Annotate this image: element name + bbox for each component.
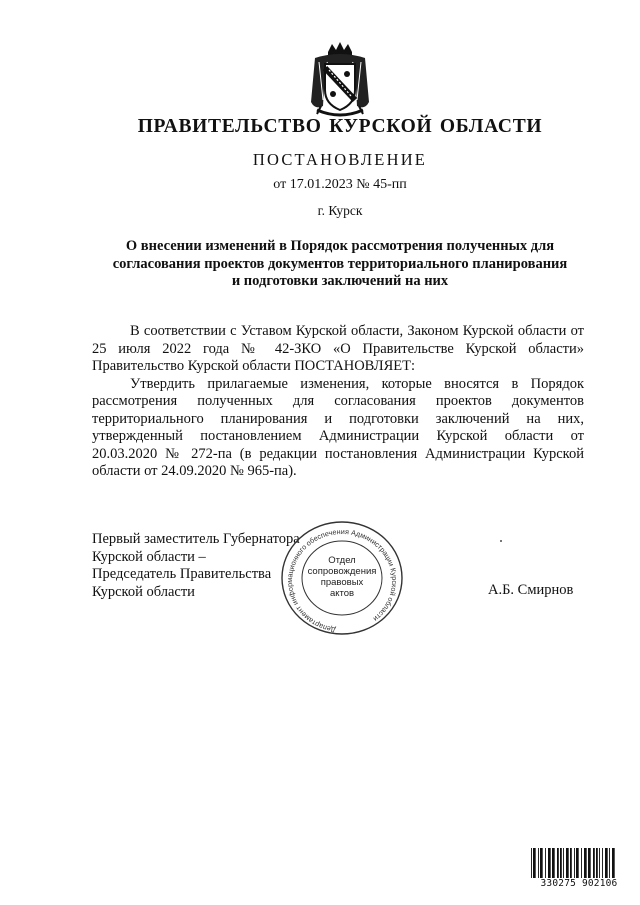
barcode-bar — [548, 848, 551, 878]
barcode-bars — [530, 848, 628, 878]
body-paragraph: В соответствии с Уставом Курской области, Законом Курской области от 25 июля 2022 года № 42-ЗКО «О Правительстве Курской области» Правительство Курской области ПОСТАНОВЛЯЕТ: — [92, 323, 584, 374]
barcode-bar — [540, 848, 543, 878]
signatory-line: Курской области – — [92, 548, 206, 565]
stamp-line: Отдел — [328, 555, 356, 566]
heading-line: О внесении изменений в Порядок рассмотрения полученных для — [125, 238, 555, 254]
barcode-bar — [570, 848, 572, 878]
barcode-bar — [588, 848, 591, 878]
barcode-bar — [566, 848, 569, 878]
barcode — [530, 848, 628, 892]
barcode-bar — [596, 848, 598, 878]
barcode-bar — [538, 848, 539, 878]
official-stamp — [278, 518, 406, 638]
document-heading — [92, 238, 588, 291]
barcode-bar — [612, 848, 615, 878]
barcode-bar — [531, 848, 532, 878]
barcode-bar — [599, 848, 600, 878]
heading-line: и подготовки заключений на них — [231, 273, 449, 289]
barcode-bar — [545, 848, 546, 878]
signatory-line: Первый заместитель Губернатора — [92, 531, 300, 547]
stamp-line: актов — [329, 588, 355, 599]
signatory-line: Курской области — [92, 583, 195, 600]
government-title: ПРАВИТЕЛЬСТВО КУРСКОЙ ОБЛАСТИ — [137, 116, 543, 137]
signatory-line: Председатель Правительства — [92, 566, 272, 582]
barcode-bar — [576, 848, 579, 878]
document-date-number: от 17.01.2023 № 45-пп — [273, 177, 407, 192]
barcode-bar — [560, 848, 562, 878]
stamp-line: сопровождения — [307, 566, 377, 577]
signatory-name: А.Б. Смирнов — [488, 582, 574, 598]
barcode-bar — [605, 848, 608, 878]
barcode-bar — [593, 848, 595, 878]
stamp-line: правовых — [320, 577, 364, 588]
document-body — [92, 323, 584, 481]
barcode-bar — [563, 848, 564, 878]
heading-line: согласования проектов документов территориального планирования — [112, 255, 568, 272]
body-paragraph: Утвердить прилагаемые изменения, которые вносятся в Порядок рассмотрения полученных для согласования проектов документов территориального планирования и подготовки заключений на них, утвержденный постановлением Администрации Курской области от 20.03.2020 № 272-па (в редакции постановления Администрации Курской области от 24.09.2020 № 965-па). — [92, 375, 584, 479]
barcode-bar — [581, 848, 582, 878]
barcode-bar — [602, 848, 603, 878]
document-city: г. Курск — [317, 203, 363, 218]
barcode-bar — [557, 848, 559, 878]
stamp-center-text — [278, 555, 406, 599]
barcode-bar — [574, 848, 575, 878]
scan-speck — [500, 540, 502, 542]
barcode-bar — [609, 848, 610, 878]
barcode-bar — [552, 848, 555, 878]
barcode-bar — [533, 848, 536, 878]
coat-of-arms-icon — [305, 40, 375, 120]
barcode-bar — [584, 848, 587, 878]
document-type: ПОСТАНОВЛЕНИЕ — [252, 150, 428, 169]
barcode-number: 330275 902106 — [540, 878, 618, 889]
stamp-ring-text: Департамент информационного обеспечения Администрации Курской области — [285, 526, 400, 635]
